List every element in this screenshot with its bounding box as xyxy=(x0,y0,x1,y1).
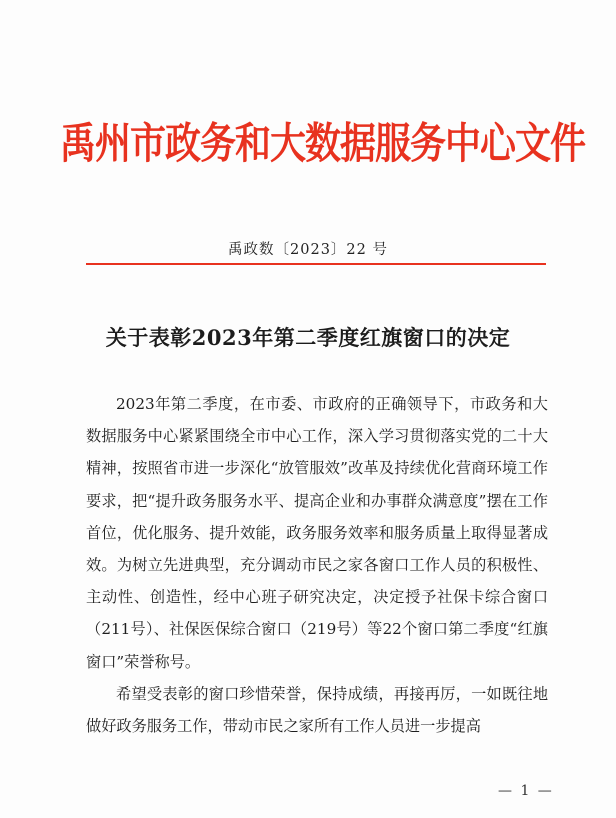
document-number: 禹政数〔2023〕22 号 xyxy=(228,242,388,258)
document-body xyxy=(86,388,548,742)
body-paragraph-2: 希望受表彰的窗口珍惜荣誉，保持成绩，再接再厉，一如既往地做好政务服务工作，带动市民之家所有工作人员进一步提高 xyxy=(86,684,548,736)
agency-masthead-title: 禹州市政务和大数据服务中心文件 xyxy=(60,119,586,169)
red-header-rule xyxy=(86,263,546,265)
body-paragraph-1: 2023年第二季度，在市委、市政府的正确领导下，市政务和大数据服务中心紧紧围绕全市中心工作，深入学习贯彻落实党的二十大精神，按照省市进一步深化“放管服效”改革及持续优化营商环境工作要求，把“提升政务服务水平、提高企业和办事群众满意度”摆在工作首位，优化服务、提升效能，政务服务效率和服务质量上取得显著成效。为树立先进典型，充分调动市民之家各窗口工作人员的积极性、主动性、创造性，经中心班子研究决定，决定授予社保卡综合窗口（211号）、社保医保综合窗口（219号）等22个窗口第二季度“红旗窗口”荣誉称号。 xyxy=(86,395,548,671)
document-title: 关于表彰2023年第二季度红旗窗口的决定 xyxy=(105,325,511,350)
page-number: — 1 — xyxy=(498,783,554,799)
